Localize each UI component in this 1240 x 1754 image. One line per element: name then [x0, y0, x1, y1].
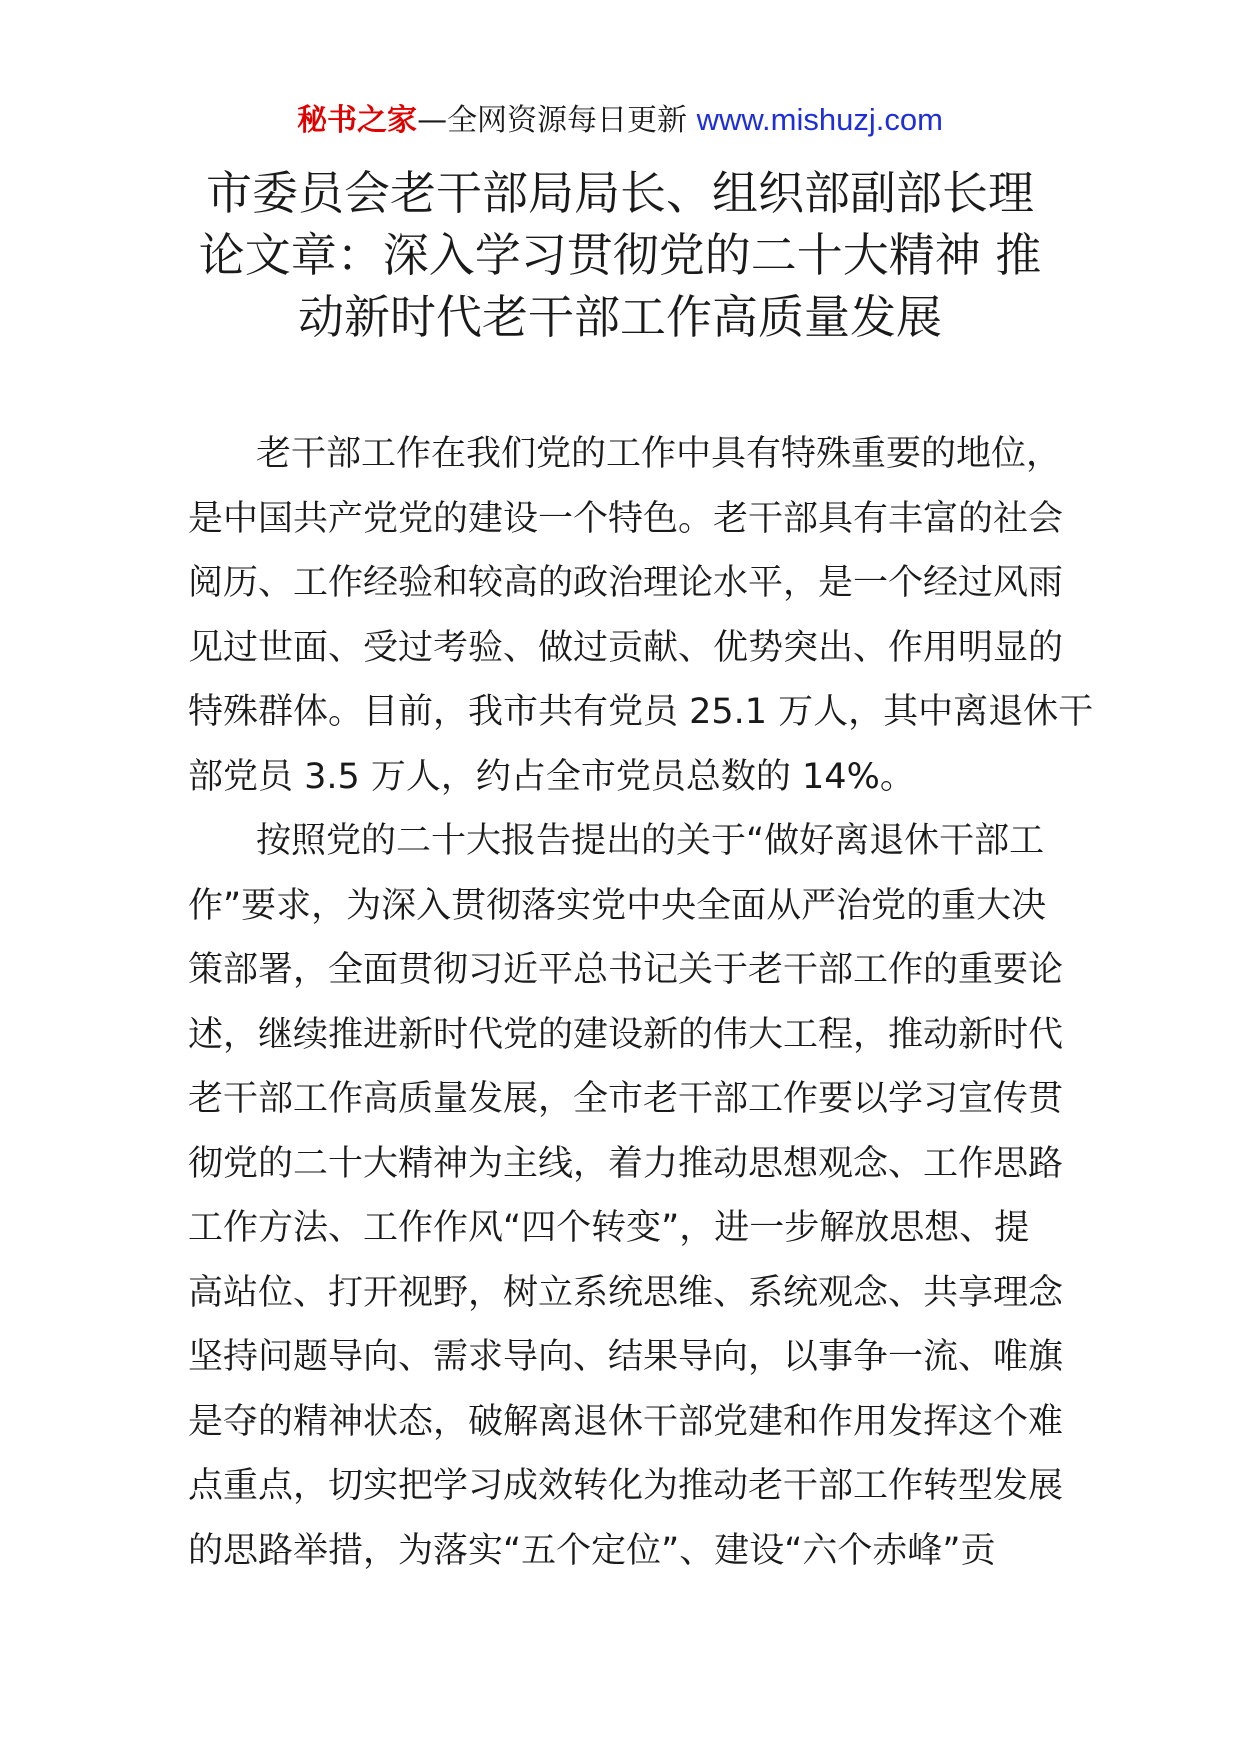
- body-line: 按照党的二十大报告提出的关于“做好离退休干部工: [256, 821, 1045, 861]
- site-url-link[interactable]: www.mishuzj.com: [696, 102, 943, 137]
- document-title: [170, 162, 1070, 348]
- body-line: 是中国共产党党的建设一个特色。老干部具有丰富的社会: [188, 498, 1064, 539]
- body-line: 老干部工作在我们党的工作中具有特殊重要的地位，: [256, 434, 1062, 474]
- brand-name: 秘书之家: [297, 103, 418, 138]
- body-line: 述，继续推进新时代党的建设新的伟大工程，推动新时代: [188, 1014, 1064, 1055]
- body-line: 工作方法、工作作风“四个转变”，进一步解放思想、提: [188, 1208, 1030, 1248]
- title-line: 动新时代老干部工作高质量发展: [298, 290, 942, 344]
- header-tagline: —全网资源每日更新: [417, 103, 697, 138]
- body-line: 是夺的精神状态，破解离退休干部党建和作用发挥这个难: [188, 1401, 1064, 1442]
- body-line: 坚持问题导向、需求导向、结果导向，以事争一流、唯旗: [188, 1337, 1064, 1377]
- body-line: 策部署，全面贯彻习近平总书记关于老干部工作的重要论: [188, 950, 1064, 990]
- body-line: 彻党的二十大精神为主线，着力推动思想观念、工作思路: [188, 1143, 1064, 1184]
- body-line: 见过世面、受过考验、做过贡献、优势突出、作用明显的: [188, 627, 1064, 668]
- body-line: 高站位、打开视野，树立系统思维、系统观念、共享理念: [188, 1272, 1064, 1313]
- body-line: 特殊群体。目前，我市共有党员 25.1 万人，其中离退休干: [188, 692, 1094, 732]
- body-line: 部党员 3.5 万人，约占全市党员总数的 14%。: [188, 756, 915, 797]
- paragraph-1: [188, 422, 1094, 809]
- body-line: 的思路举措，为落实“五个定位”、建设“六个赤峰”贡: [188, 1530, 996, 1571]
- title-line: 市委员会老干部局局长、组织部副部长理: [206, 166, 1034, 220]
- body-line: 作”要求，为深入贯彻落实党中央全面从严治党的重大决: [188, 885, 1047, 926]
- watermark-header: [0, 98, 1240, 143]
- body-line: 点重点，切实把学习成效转化为推动老干部工作转型发展: [188, 1466, 1064, 1506]
- document-body: [188, 422, 1094, 1583]
- title-line: 论文章：深入学习贯彻党的二十大精神 推: [198, 228, 1042, 282]
- body-line: 老干部工作高质量发展，全市老干部工作要以学习宣传贯: [188, 1079, 1064, 1119]
- paragraph-2: [188, 809, 1064, 1583]
- body-line: 阅历、工作经验和较高的政治理论水平，是一个经过风雨: [188, 563, 1064, 603]
